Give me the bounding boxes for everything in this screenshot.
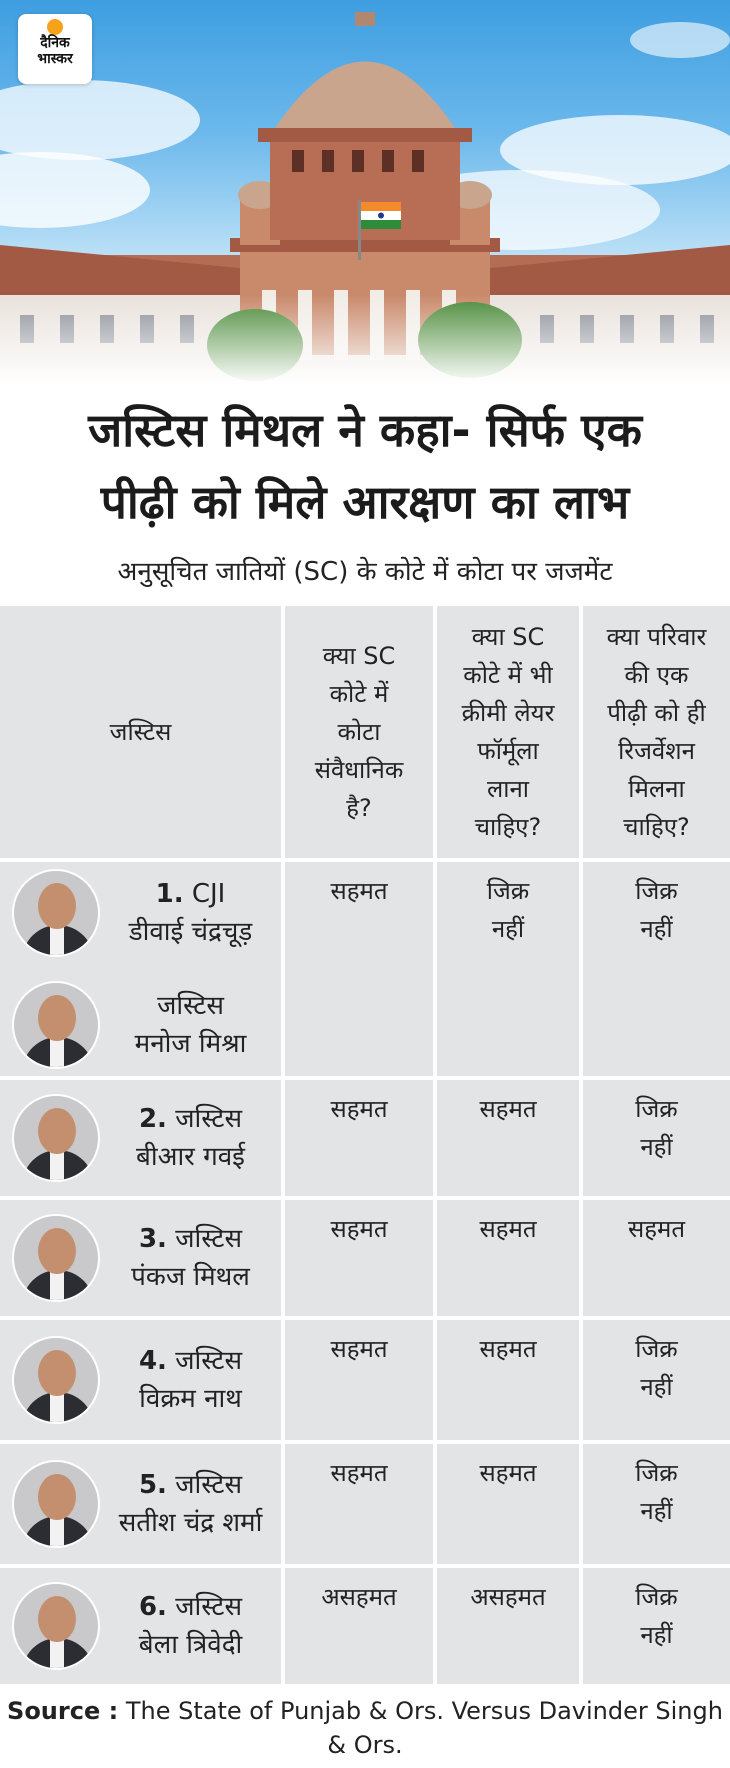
judge-photo — [12, 1582, 100, 1670]
header-justice — [0, 606, 281, 858]
table-row-5-q2 — [437, 1444, 579, 1564]
judge-name: जस्टिस मनोज मिश्रा — [134, 991, 247, 1059]
header-q3 — [583, 606, 730, 858]
cell-value: सहमत — [330, 1459, 388, 1487]
table-row-1-q3 — [583, 862, 730, 1076]
table-row-6-q2 — [437, 1568, 579, 1684]
cell-value: सहमत — [330, 1335, 388, 1363]
table-row-2-justice — [0, 1080, 281, 1196]
table-row-2-q1 — [285, 1080, 433, 1196]
judge-photo — [12, 869, 100, 957]
header-label: क्या SC कोटे में भी क्रीमी लेयर फॉर्मूला लाना चाहिए? — [461, 623, 555, 841]
judge-photo — [12, 1460, 100, 1548]
subtitle: अनुसूचित जातियों (SC) के कोटे में कोटा पर जजमेंट — [117, 557, 613, 587]
judge-photo — [12, 1214, 100, 1302]
table-row-6-justice — [0, 1568, 281, 1684]
table-row-4-justice — [0, 1320, 281, 1440]
table-row-5-justice — [0, 1444, 281, 1564]
judge-entry — [12, 869, 281, 957]
table-row-2-q3 — [583, 1080, 730, 1196]
table-row-3-q3 — [583, 1200, 730, 1316]
judge-entry — [12, 981, 281, 1069]
row-number: 4. — [138, 1346, 167, 1376]
cell-value: जिक्र नहीं — [635, 877, 678, 943]
table-row-4-q2 — [437, 1320, 579, 1440]
cell-value: सहमत — [330, 1095, 388, 1123]
judge-entry — [12, 1582, 281, 1670]
row-number: 3. — [138, 1224, 167, 1254]
header-q1 — [285, 606, 433, 858]
cell-value: सहमत — [628, 1215, 685, 1243]
headline-line1: जस्टिस मिथल ने कहा- सिर्फ एक — [88, 403, 642, 457]
judge-entry — [12, 1214, 281, 1302]
cell-value: सहमत — [479, 1335, 537, 1363]
judge-name: जस्टिस बीआर गवई — [136, 1104, 245, 1172]
sun-icon — [47, 19, 63, 35]
cell-value: असहमत — [321, 1583, 397, 1611]
header-q2 — [437, 606, 579, 858]
table-row-5-q3 — [583, 1444, 730, 1564]
judge-photo — [12, 1336, 100, 1424]
cell-value: सहमत — [330, 877, 388, 905]
cell-value: जिक्र नहीं — [635, 1335, 678, 1401]
cell-value: जिक्र नहीं — [486, 877, 530, 943]
judge-entry — [12, 1336, 281, 1424]
header-label: क्या SC कोटे में कोटा संवैधानिक है? — [314, 642, 404, 822]
judge-name: जस्टिस बेला त्रिवेदी — [138, 1592, 243, 1660]
source-note — [0, 1694, 730, 1762]
judge-photo — [12, 1094, 100, 1182]
table-row-5-q1 — [285, 1444, 433, 1564]
table-row-1-justice — [0, 862, 281, 1076]
headline-line2: पीढ़ी को मिले आरक्षण का लाभ — [100, 475, 630, 529]
table-row-4-q1 — [285, 1320, 433, 1440]
judge-name: जस्टिस विक्रम नाथ — [139, 1346, 243, 1414]
judge-name: CJI डीवाई चंद्रचूड़ — [128, 879, 253, 947]
judge-photo — [12, 981, 100, 1069]
cell-value: सहमत — [330, 1215, 388, 1243]
table-row-6-q1 — [285, 1568, 433, 1684]
judge-entry — [12, 1094, 281, 1182]
hero-fade — [0, 295, 730, 385]
cell-value: सहमत — [479, 1459, 537, 1487]
dainik-bhaskar-logo — [18, 14, 92, 84]
header-label: क्या परिवार की एक पीढ़ी को ही रिजर्वेशन मिलना चाहिए? — [606, 623, 707, 841]
logo-text-line1: दैनिक — [40, 35, 70, 51]
source-label: Source : — [7, 1697, 119, 1725]
cell-value: जिक्र नहीं — [635, 1459, 678, 1525]
cell-value: सहमत — [479, 1215, 537, 1243]
judgment-table — [0, 606, 730, 1684]
table-row-6-q3 — [583, 1568, 730, 1684]
row-number: 5. — [138, 1470, 167, 1500]
cell-value: असहमत — [470, 1583, 546, 1611]
cell-value: जिक्र नहीं — [635, 1095, 678, 1161]
logo-text-line2: भास्कर — [37, 51, 73, 67]
table-row-4-q3 — [583, 1320, 730, 1440]
hero-image — [0, 0, 730, 385]
table-row-2-q2 — [437, 1080, 579, 1196]
source-text: The State of Punjab & Ors. Versus Davinder Singh & Ors. — [125, 1697, 723, 1759]
cell-value: सहमत — [479, 1095, 537, 1123]
row-number: 1. — [155, 879, 184, 909]
table-row-3-q2 — [437, 1200, 579, 1316]
judge-name: जस्टिस सतीश चंद्र शर्मा — [118, 1470, 263, 1538]
cell-value: जिक्र नहीं — [635, 1583, 678, 1649]
judge-entry — [12, 1460, 281, 1548]
header-label: जस्टिस — [109, 718, 172, 746]
table-row-3-justice — [0, 1200, 281, 1316]
table-row-3-q1 — [285, 1200, 433, 1316]
judge-name: जस्टिस पंकज मिथल — [131, 1224, 250, 1292]
table-row-1-q2 — [437, 862, 579, 1076]
row-number: 6. — [138, 1592, 167, 1622]
table-row-1-q1 — [285, 862, 433, 1076]
row-number: 2. — [138, 1104, 167, 1134]
